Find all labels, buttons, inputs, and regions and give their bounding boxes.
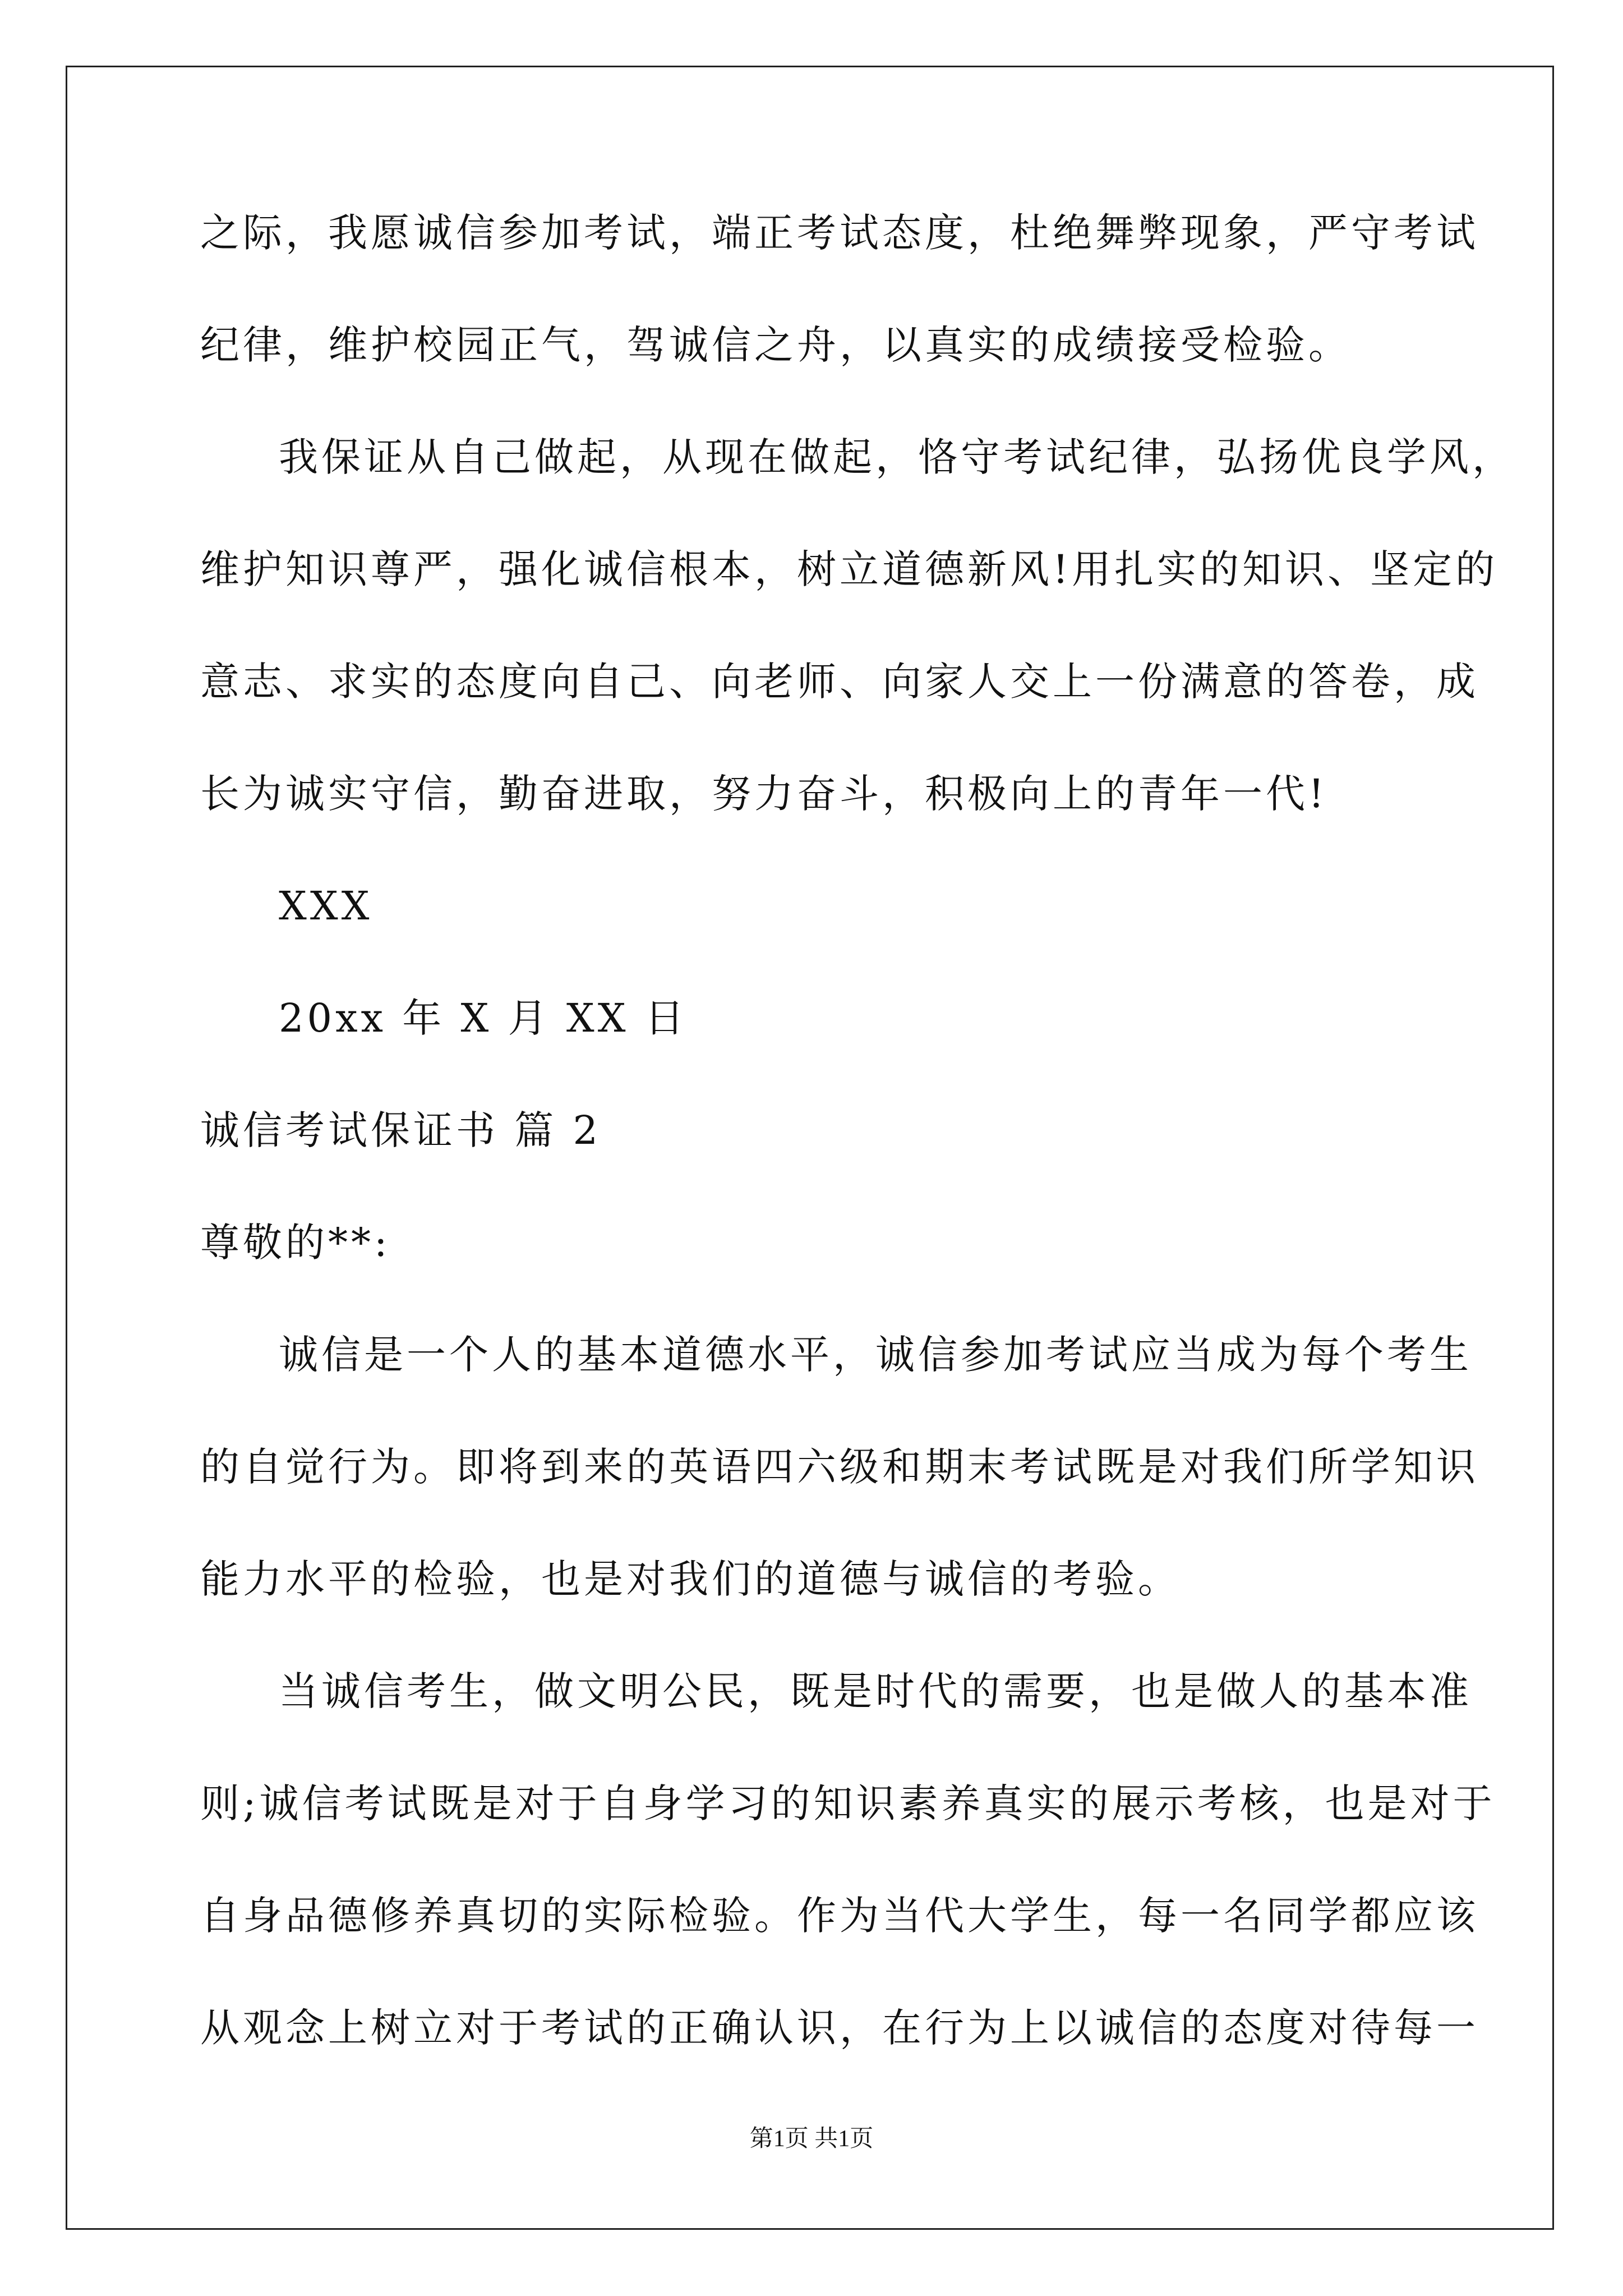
paragraph-line: 维护知识尊严，强化诚信根本，树立道德新风!用扎实的知识、坚定的	[200, 546, 1498, 592]
paragraph-line: 意志、求实的态度向自己、向老师、向家人交上一份满意的答卷，成	[200, 659, 1479, 705]
paragraph-line: 之际，我愿诚信参加考试，端正考试态度，杜绝舞弊现象，严守考试	[200, 210, 1479, 256]
paragraph-line: 当诚信考生，做文明公民，既是时代的需要，也是做人的基本准	[279, 1668, 1472, 1714]
salutation: 尊敬的**:	[200, 1220, 391, 1266]
signature-date: 20xx 年 X 月 XX 日	[279, 995, 688, 1041]
paragraph-line: 我保证从自己做起，从现在做起，恪守考试纪律，弘扬优良学风，	[279, 434, 1515, 480]
paragraph-line: 从观念上树立对于考试的正确认识，在行为上以诚信的态度对待每一	[200, 2005, 1479, 2051]
paragraph-line: 则;诚信考试既是对于自身学习的知识素养真实的展示考核，也是对于	[200, 1780, 1496, 1826]
paragraph-line: 纪律，维护校园正气，驾诚信之舟，以真实的成绩接受检验。	[200, 322, 1351, 368]
paragraph-line: 自身品德修养真切的实际检验。作为当代大学生，每一名同学都应该	[200, 1893, 1479, 1939]
section-heading: 诚信考试保证书 篇 2	[200, 1107, 602, 1153]
paragraph-line: 长为诚实守信，勤奋进取，努力奋斗，积极向上的青年一代!	[200, 771, 1328, 817]
paragraph-line: 能力水平的检验，也是对我们的道德与诚信的考验。	[200, 1556, 1181, 1602]
signature-name: XXX	[279, 883, 373, 929]
paragraph-line: 的自觉行为。即将到来的英语四六级和期末考试既是对我们所学知识	[200, 1444, 1479, 1490]
page-number-footer: 第1页 共1页	[749, 2126, 874, 2152]
paragraph-line: 诚信是一个人的基本道德水平，诚信参加考试应当成为每个考生	[279, 1332, 1472, 1378]
